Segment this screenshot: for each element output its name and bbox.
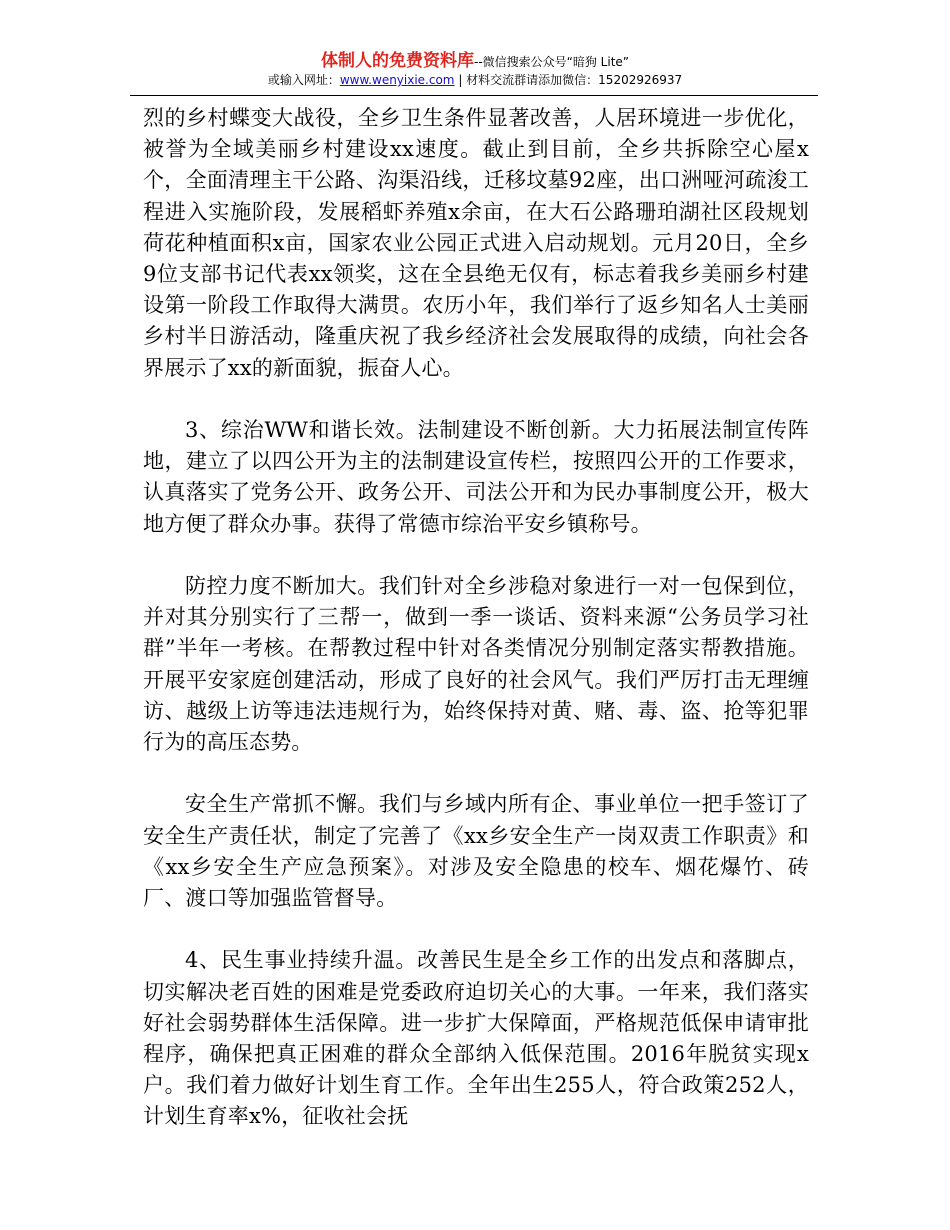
paragraph-spacer xyxy=(143,540,809,571)
paragraph-spacer xyxy=(143,758,809,789)
website-link[interactable]: www.wenyixie.com xyxy=(339,73,455,87)
paragraph-section-4: 4、民生事业持续升温。改善民生是全乡工作的出发点和落脚点，切实解决老百姓的困难是党委政府迫切关心的大事。一年来，我们落实好社会弱势群体生活保障。进一步扩大保障面，严格规范低保申请审批程序，确保把真正困难的群众全部纳入低保范围。2016年脱贫实现x户。我们着力做好计划生育工作。全年出生255人，符合政策252人，计划生育率x%，征收社会抚 xyxy=(143,948,809,1129)
paragraph-spacer xyxy=(143,914,809,945)
paragraph-safety: 安全生产常抓不懈。我们与乡域内所有企、事业单位一把手签订了安全生产责任状，制定了完善了《xx乡安全生产一岗双责工作职责》和《xx乡安全生产应急预案》。对涉及安全隐患的校车、烟花爆竹、砖厂、渡口等加强监管督导。 xyxy=(143,792,809,911)
contact-info: | 材料交流群请添加微信：15202926937 xyxy=(454,73,683,87)
paragraph-section-3: 3、综治WW和谐长效。法制建设不断创新。大力拓展法制宣传阵地，建立了以四公开为主的法制建设宣传栏，按照四公开的工作要求，认真落实了党务公开、政务公开、司法公开和为民办事制度公开，极大地方便了群众办事。获得了常德市综治平安乡镇称号。 xyxy=(143,418,809,536)
paragraph-prevention: 防控力度不断加大。我们针对全乡涉稳对象进行一对一包保到位，并对其分别实行了三帮一，做到一季一谈话、资料来源“公务员学习社群”半年一考核。在帮教过程中针对各类情况分别制定落实帮教措施。开展平安家庭创建活动，形成了良好的社会风气。我们严厉打击无理缠访、越级上访等违法违规行为，始终保持对黄、赌、毒、盗、抢等犯罪行为的高压态势。 xyxy=(143,574,809,755)
header-contact-line xyxy=(0,72,950,88)
url-prefix: 或输入网址： xyxy=(267,73,340,87)
brand-title: 体制人的免费资料库 xyxy=(320,51,474,71)
paragraph-spacer xyxy=(143,384,809,415)
header-title-line xyxy=(0,52,950,71)
header-slogan: --微信搜索公众号“暗狗 Lite” xyxy=(473,55,630,69)
document-body xyxy=(143,103,809,1133)
page-header xyxy=(0,52,950,88)
paragraph-continued: 烈的乡村蝶变大战役，全乡卫生条件显著改善，人居环境进一步优化，被誉为全域美丽乡村建设xx速度。截止到目前，全乡共拆除空心屋x个，全面清理主干公路、沟渠沿线，迁移坟墓92座，出口洲哑河疏浚工程进入实施阶段，发展稻虾养殖x余亩，在大石公路珊珀湖社区段规划荷花种植面积x亩，国家农业公园正式进入启动规划。元月20日，全乡9位支部书记代表xx领奖，这在全县绝无仅有，标志着我乡美丽乡村建设第一阶段工作取得大满贯。农历小年，我们举行了返乡知名人士美丽乡村半日游活动，隆重庆祝了我乡经济社会发展取得的成绩，向社会各界展示了xx的新面貌，振奋人心。 xyxy=(143,106,809,380)
header-divider xyxy=(130,95,818,96)
